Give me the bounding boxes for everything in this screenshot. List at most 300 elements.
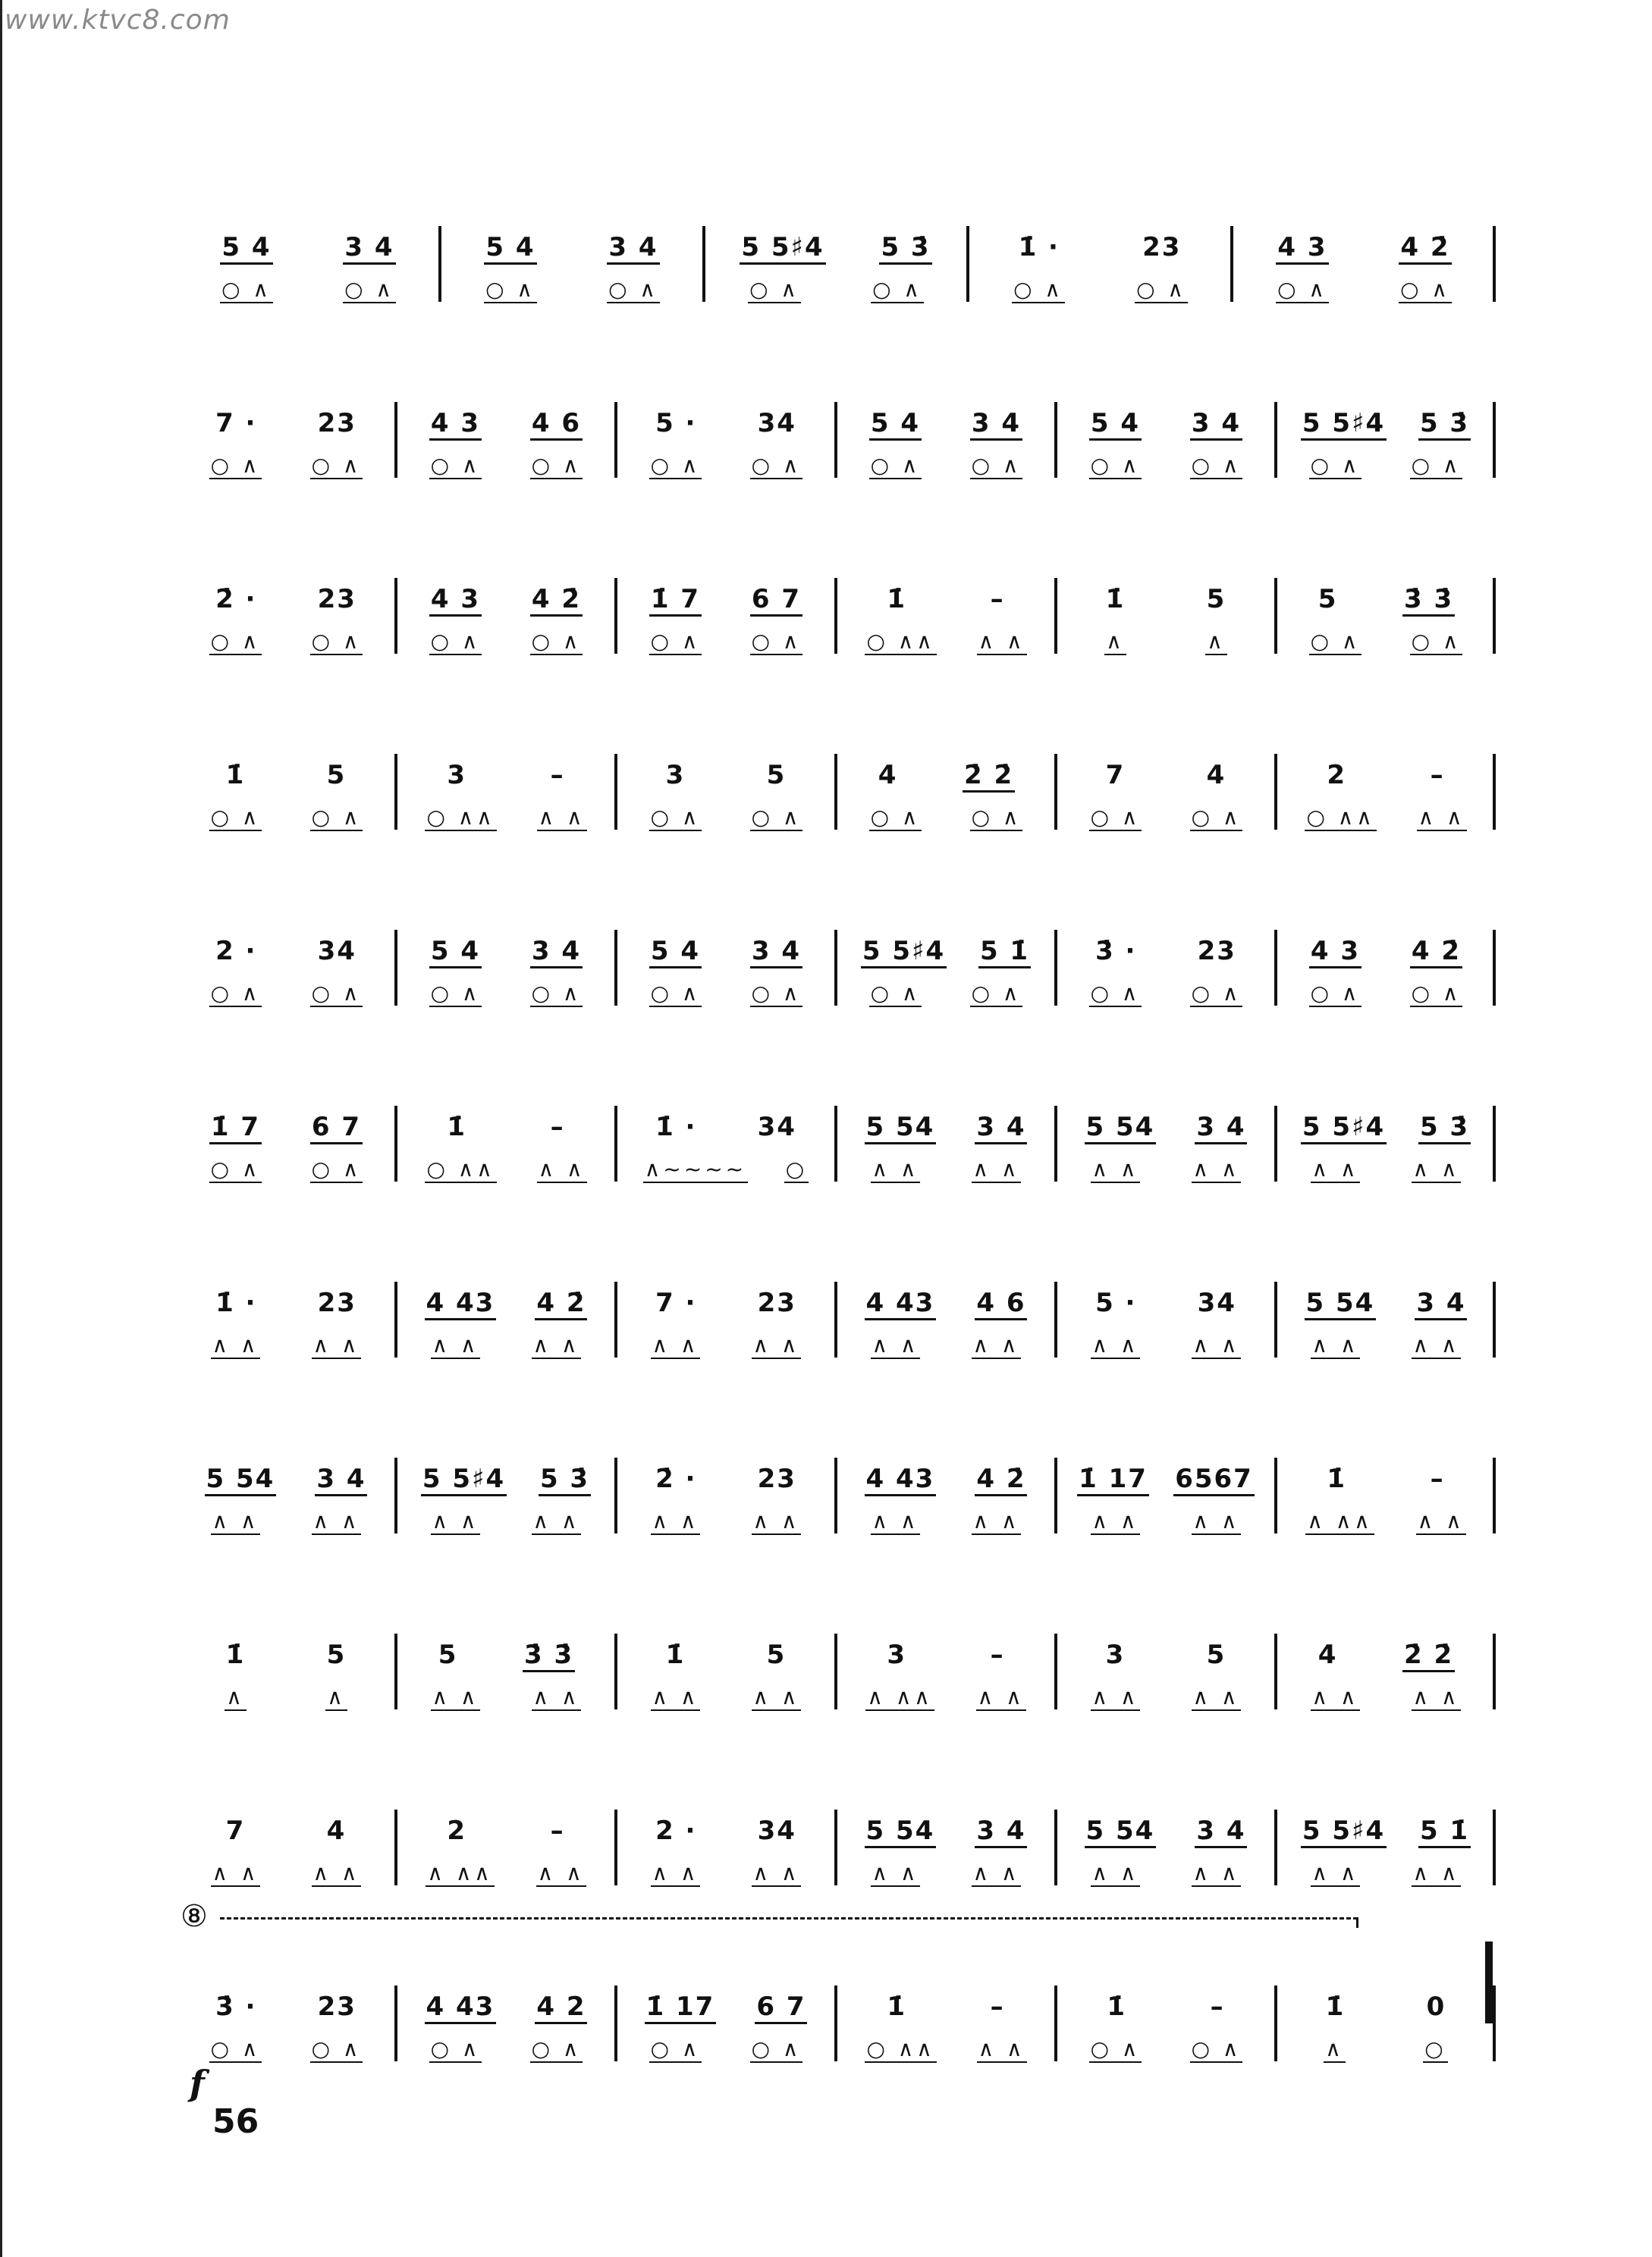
system	[176, 740, 1496, 877]
note-group: 5	[326, 760, 347, 790]
measure	[1056, 916, 1276, 1007]
barline	[1493, 578, 1496, 654]
articulation-symbols: ○ ∧∧	[426, 805, 495, 830]
articulation-symbols: ○ ∧	[1191, 981, 1242, 1006]
note-group: 4 2̇	[1410, 936, 1462, 968]
measure	[704, 212, 968, 303]
measure	[176, 1444, 396, 1535]
note-group: 34	[1197, 1288, 1236, 1318]
note-group: 4 2	[535, 1992, 587, 2024]
note-group: –	[990, 584, 1005, 614]
note-group: 1̇	[665, 1640, 686, 1670]
system	[176, 1796, 1496, 1932]
note-group: 4 43	[865, 1464, 937, 1496]
measure	[176, 916, 396, 1007]
articulation-symbols: ○ ∧	[749, 277, 799, 302]
note-group: 3	[665, 760, 686, 790]
barline	[614, 1634, 617, 1709]
measure	[396, 1620, 616, 1711]
note-group: 3 4	[975, 1816, 1027, 1848]
articulation-symbols: ∧ ∧∧	[867, 1684, 933, 1709]
note-group: 7	[1105, 760, 1126, 790]
note-group: 23	[317, 1992, 356, 2022]
barline	[614, 578, 617, 654]
barline	[834, 1458, 837, 1533]
articulation-symbols: ∧ ∧	[972, 1157, 1020, 1182]
note-group: 5	[1318, 584, 1338, 614]
system	[176, 916, 1496, 1053]
note-group: 4 2̇	[530, 584, 583, 617]
measure	[616, 1092, 836, 1183]
note-group: 4 3	[429, 584, 482, 617]
articulation-symbols: ○ ∧	[650, 805, 701, 830]
barline	[834, 1282, 837, 1358]
articulation-symbols: ∧ ∧	[1417, 1508, 1465, 1533]
articulation-symbols: ○ ∧	[1310, 453, 1361, 478]
note-group: –	[1210, 1992, 1225, 2022]
articulation-symbols: ∧	[1106, 629, 1125, 654]
measure	[176, 212, 440, 303]
note-group: 23	[757, 1288, 796, 1318]
articulation-symbols: ○ ∧	[870, 981, 921, 1006]
articulation-symbols: ○ ∧∧	[866, 2036, 935, 2061]
barline	[1054, 1985, 1057, 2061]
note-group: 23	[1142, 232, 1182, 262]
measure	[1056, 740, 1276, 831]
articulation-symbols: ∧ ∧	[312, 1508, 360, 1533]
barline	[834, 1810, 837, 1885]
articulation-symbols: ∧ ∧	[537, 1860, 585, 1885]
note-group: 4 3	[1276, 232, 1328, 265]
measure	[396, 1092, 616, 1183]
note-group: 1̇ 7	[649, 584, 702, 617]
note-group: 7	[225, 1816, 246, 1846]
articulation-symbols: ○ ∧	[1310, 981, 1361, 1006]
articulation-symbols: ○ ∧	[210, 805, 261, 830]
note-group: 1̇ 17	[645, 1992, 717, 2024]
note-group: 5 54	[1085, 1112, 1157, 1144]
note-group: 1̇ ·	[1018, 232, 1060, 262]
note-group: 34	[317, 936, 356, 966]
articulation-symbols: ○ ∧	[971, 981, 1022, 1006]
measure	[616, 564, 836, 655]
articulation-symbols: ○ ∧	[485, 277, 535, 302]
articulation-symbols: ∧ ∧	[752, 1860, 800, 1885]
measure	[1056, 1796, 1276, 1887]
note-group: 5 4	[869, 408, 922, 441]
measure	[836, 1620, 1056, 1711]
measure	[1056, 1972, 1276, 2063]
articulation-symbols: ∧ ∧	[312, 1860, 360, 1885]
note-group: 3 4	[750, 936, 802, 968]
measure	[396, 388, 616, 479]
articulation-symbols: ○ ∧	[221, 277, 272, 302]
measure	[1276, 1092, 1496, 1183]
articulation-symbols: ∧ ∧	[652, 1684, 699, 1709]
barline	[834, 402, 837, 478]
note-group: 23	[317, 584, 356, 614]
measure	[1056, 1444, 1276, 1535]
barline	[1054, 1282, 1057, 1358]
measure	[1276, 564, 1496, 655]
measure	[1276, 1796, 1496, 1887]
articulation-symbols: ○ ∧	[311, 629, 362, 654]
articulation-symbols: ○ ∧	[1411, 453, 1462, 478]
note-group: 5 ·	[655, 408, 697, 438]
note-group: 3 4	[530, 936, 583, 968]
barline	[614, 402, 617, 478]
barline	[834, 930, 837, 1006]
note-group: 4	[326, 1816, 347, 1846]
articulation-symbols: ∧ ∧	[532, 1684, 580, 1709]
note-group: 6567	[1173, 1464, 1255, 1496]
note-group: 4	[1318, 1640, 1338, 1670]
note-group: 5 5♯4	[421, 1464, 507, 1496]
articulation-symbols: ∧ ∧	[1192, 1333, 1240, 1358]
measure	[1276, 740, 1496, 831]
note-group: 23	[317, 408, 356, 438]
note-group: 3 4	[607, 232, 659, 265]
measure	[1056, 1620, 1276, 1711]
articulation-symbols: ∧ ∧	[872, 1157, 919, 1182]
articulation-symbols: ∧ ∧	[212, 1508, 259, 1533]
measure	[396, 1268, 616, 1359]
note-group: 3 4	[1195, 1816, 1247, 1848]
system	[176, 564, 1496, 701]
note-group: 1̇ 7	[209, 1112, 262, 1144]
measure	[1232, 212, 1496, 303]
barline	[1274, 1634, 1277, 1709]
barline	[834, 578, 837, 654]
note-group: 34	[757, 1112, 796, 1142]
barline	[394, 1634, 397, 1709]
note-group: 3	[887, 1640, 906, 1670]
note-group: 2̇ 2̇	[963, 760, 1015, 793]
articulation-symbols: ∧ ∧	[532, 1333, 580, 1358]
note-group: 1̇	[1327, 1464, 1346, 1494]
articulation-symbols: ∧ ∧	[1192, 1684, 1240, 1709]
measure	[1056, 388, 1276, 479]
note-group: 4 6	[530, 408, 583, 441]
barline	[394, 1282, 397, 1358]
articulation-symbols: ○ ∧	[531, 629, 582, 654]
articulation-symbols: ∧ ∧	[1091, 1860, 1139, 1885]
measure	[396, 1972, 616, 2063]
measure	[1276, 916, 1496, 1007]
articulation-symbols: ∧ ∧	[1192, 1860, 1240, 1885]
barline	[1054, 754, 1057, 830]
articulation-symbols: ○ ∧	[751, 981, 802, 1006]
note-group: 5	[766, 1640, 787, 1670]
barline	[1054, 402, 1057, 478]
note-group: 3	[447, 760, 466, 790]
note-group: 23	[1197, 936, 1236, 966]
measure	[1276, 388, 1496, 479]
final-barline	[1485, 1942, 1493, 2023]
note-group: 7 ·	[215, 408, 257, 438]
articulation-symbols: ∧ ∧	[1412, 1157, 1460, 1182]
note-group: 3 4	[343, 232, 395, 265]
note-group: 4 43	[425, 1288, 497, 1320]
octave-dashed-line	[220, 1917, 1358, 1920]
note-group: 1̇	[887, 584, 906, 614]
articulation-symbols: ○ ∧	[531, 453, 582, 478]
articulation-symbols: ○ ∧	[971, 805, 1022, 830]
note-group: 1̇	[887, 1992, 906, 2022]
note-group: 34	[757, 1816, 796, 1846]
articulation-symbols: ○ ∧	[531, 2036, 582, 2061]
measure	[396, 564, 616, 655]
articulation-symbols: ○ ∧	[1411, 629, 1462, 654]
note-group: 4 43	[865, 1288, 937, 1320]
articulation-symbols: ∧ ∧	[972, 1860, 1020, 1885]
note-group: 4 3	[1309, 936, 1361, 968]
note-group: 3 4	[1190, 408, 1242, 441]
measure	[616, 916, 836, 1007]
articulation-symbols: ○ ∧	[1191, 805, 1242, 830]
articulation-symbols: ○ ∧	[210, 981, 261, 1006]
measure	[176, 388, 396, 479]
articulation-symbols: ○ ∧	[430, 981, 481, 1006]
measure	[836, 1268, 1056, 1359]
measure	[396, 916, 616, 1007]
articulation-symbols: ∧ ∧	[1311, 1860, 1359, 1885]
note-group: 5 5♯4	[1301, 408, 1387, 441]
articulation-symbols: ∧ ∧	[978, 629, 1025, 654]
articulation-symbols: ○ ∧	[430, 453, 481, 478]
articulation-symbols: ∧ ∧	[538, 1157, 586, 1182]
page-number: 56	[212, 2102, 259, 2141]
measure	[616, 1444, 836, 1535]
articulation-symbols: ∧	[226, 1684, 245, 1709]
note-group: 3	[1105, 1640, 1126, 1670]
barline	[394, 1458, 397, 1533]
barline	[1054, 578, 1057, 654]
note-group: 1̇ ·	[655, 1112, 697, 1142]
articulation-symbols: ○ ∧	[210, 453, 261, 478]
articulation-symbols: ○ ∧	[870, 453, 921, 478]
note-group: 3̇ 3̇	[1402, 584, 1455, 617]
note-group: 5	[1206, 584, 1226, 614]
measure	[176, 564, 396, 655]
note-group: 2	[447, 1816, 466, 1846]
articulation-symbols: ○	[785, 1157, 808, 1182]
note-group: 4	[878, 760, 898, 790]
measure	[1276, 1972, 1496, 2063]
articulation-symbols: ○ ∧	[311, 453, 362, 478]
note-group: 6 7	[310, 1112, 363, 1144]
note-group: 5	[438, 1640, 458, 1670]
barline	[1274, 1985, 1277, 2061]
note-group: 5 5♯4	[740, 232, 825, 265]
note-group: 5 3̇	[879, 232, 931, 265]
barline	[1493, 226, 1496, 302]
barline	[1274, 1458, 1277, 1533]
articulation-symbols: ∧ ∧	[972, 1333, 1020, 1358]
measure	[836, 1444, 1056, 1535]
barline	[1274, 930, 1277, 1006]
measure	[176, 1796, 396, 1887]
note-group: –	[1430, 1464, 1445, 1494]
articulation-symbols: ○ ∧	[311, 805, 362, 830]
articulation-symbols: ○ ∧	[751, 453, 802, 478]
articulation-symbols: ○ ∧	[1136, 277, 1186, 302]
articulation-symbols: ○ ∧	[311, 1157, 362, 1182]
barline	[1274, 578, 1277, 654]
articulation-symbols: ∧ ∧	[977, 1684, 1025, 1709]
system	[176, 212, 1496, 349]
note-group: 5 4	[429, 936, 482, 968]
note-group: 5 4	[1089, 408, 1142, 441]
articulation-symbols: ○ ∧	[650, 629, 701, 654]
barline	[394, 1106, 397, 1182]
note-group: 5 3̇	[1418, 408, 1471, 441]
articulation-symbols: ○ ∧	[1090, 2036, 1141, 2061]
watermark: www.ktvc8.com	[5, 5, 231, 36]
barline	[1274, 1282, 1277, 1358]
measure	[836, 916, 1056, 1007]
note-group: 3 4	[315, 1464, 367, 1496]
barline	[702, 226, 705, 302]
system	[176, 1092, 1496, 1229]
note-group: 3 4	[970, 408, 1022, 441]
note-group: 2̇ 2̇	[1402, 1640, 1455, 1672]
barline	[1493, 1458, 1496, 1533]
measure	[176, 1620, 396, 1711]
articulation-symbols: ○	[1424, 2036, 1446, 2061]
dynamic-marking: f	[190, 2063, 205, 2104]
articulation-symbols: ∧ ∧	[1091, 1508, 1139, 1533]
barline	[394, 1985, 397, 2061]
note-group: 2̇ ·	[655, 1464, 697, 1494]
barline	[834, 1985, 837, 2061]
note-group: 1̇ 17	[1077, 1464, 1149, 1496]
articulation-symbols: ∧ ∧	[872, 1508, 919, 1533]
articulation-symbols: ○ ∧	[971, 453, 1022, 478]
articulation-symbols: ○ ∧	[608, 277, 658, 302]
articulation-symbols: ∧~~~~	[644, 1157, 747, 1182]
note-group: 1̇	[1325, 1992, 1346, 2022]
articulation-symbols: ∧ ∧	[432, 1684, 479, 1709]
note-group: 3 4	[1195, 1112, 1247, 1144]
barline	[614, 1810, 617, 1885]
note-group: 1̇	[225, 760, 246, 790]
barline	[614, 930, 617, 1006]
note-group: 23	[317, 1288, 356, 1318]
measure	[616, 1796, 836, 1887]
note-group: 34	[757, 408, 796, 438]
barline	[394, 754, 397, 830]
measure	[1056, 564, 1276, 655]
articulation-symbols: ○ ∧	[1400, 277, 1450, 302]
articulation-symbols: ∧ ∧	[752, 1333, 800, 1358]
measure	[616, 740, 836, 831]
articulation-symbols: ○ ∧∧	[1306, 805, 1375, 830]
measure	[836, 1092, 1056, 1183]
barline	[1054, 1458, 1057, 1533]
articulation-symbols: ○ ∧	[311, 2036, 362, 2061]
note-group: 1̇ ·	[215, 1288, 257, 1318]
note-group: 5	[326, 1640, 347, 1670]
articulation-symbols: ○ ∧∧	[426, 1157, 495, 1182]
articulation-symbols: ∧ ∧∧	[427, 1860, 493, 1885]
articulation-symbols: ○ ∧	[872, 277, 922, 302]
barline	[834, 1106, 837, 1182]
articulation-symbols: ∧	[327, 1684, 346, 1709]
note-group: 5 54	[865, 1112, 937, 1144]
articulation-symbols: ○ ∧	[1191, 453, 1242, 478]
note-group: 3 4	[975, 1112, 1027, 1144]
articulation-symbols: ∧ ∧	[972, 1508, 1020, 1533]
articulation-symbols: ○ ∧	[531, 981, 582, 1006]
note-group: 5 4	[649, 936, 702, 968]
note-group: –	[990, 1640, 1005, 1670]
barline	[1493, 402, 1496, 478]
note-group: 1̇	[1107, 1992, 1126, 2022]
articulation-symbols: ∧ ∧	[1418, 805, 1465, 830]
measure	[836, 564, 1056, 655]
note-group: 5 54	[1305, 1288, 1377, 1320]
articulation-symbols: ∧ ∧	[752, 1508, 800, 1533]
barline	[1274, 1810, 1277, 1885]
note-group: 5 1̇	[978, 936, 1031, 968]
barline	[834, 1634, 837, 1709]
note-group: 23	[757, 1464, 796, 1494]
octave-line-end	[1356, 1917, 1358, 1928]
articulation-symbols: ○ ∧	[210, 2036, 261, 2061]
measure	[616, 1620, 836, 1711]
note-group: 3̇ 3̇	[523, 1640, 575, 1672]
note-group: 2	[1327, 760, 1346, 790]
articulation-symbols: ○ ∧	[650, 2036, 701, 2061]
barline	[614, 1282, 617, 1358]
measure	[176, 740, 396, 831]
measure	[440, 212, 704, 303]
barline	[1493, 930, 1496, 1006]
note-group: –	[550, 1816, 565, 1846]
articulation-symbols: ○ ∧	[751, 805, 802, 830]
note-group: 2 ·	[215, 936, 257, 966]
note-group: 5 3̇	[1418, 1112, 1471, 1144]
note-group: 2̇ ·	[215, 584, 257, 614]
note-group: 6 7	[750, 584, 802, 617]
note-group: 5 5♯4	[1301, 1816, 1387, 1848]
articulation-symbols: ○ ∧	[1277, 277, 1327, 302]
articulation-symbols: ∧ ∧	[1192, 1157, 1240, 1182]
measure	[1276, 1268, 1496, 1359]
articulation-symbols: ○ ∧	[1310, 629, 1361, 654]
articulation-symbols: ∧ ∧	[1311, 1684, 1359, 1709]
articulation-symbols: ○ ∧	[430, 2036, 481, 2061]
note-group: –	[990, 1992, 1005, 2022]
articulation-symbols: ○ ∧	[751, 2036, 802, 2061]
note-group: 3̇ ·	[215, 1992, 257, 2022]
articulation-symbols: ∧ ∧	[1091, 1157, 1139, 1182]
articulation-symbols: ○ ∧	[650, 453, 701, 478]
articulation-symbols: ∧ ∧	[212, 1333, 259, 1358]
articulation-symbols: ∧ ∧	[432, 1508, 479, 1533]
rehearsal-mark: ⑧	[181, 1899, 208, 1934]
articulation-symbols: ∧ ∧	[1091, 1684, 1139, 1709]
articulation-symbols: ○ ∧	[210, 629, 261, 654]
note-group: 2 ·	[655, 1816, 697, 1846]
note-group: 4	[1206, 760, 1226, 790]
articulation-symbols: ○ ∧	[210, 1157, 261, 1182]
articulation-symbols: ∧ ∧	[432, 1333, 479, 1358]
barline	[1493, 1106, 1496, 1182]
barline	[1493, 1282, 1496, 1358]
note-group: 5 5♯4	[861, 936, 947, 968]
